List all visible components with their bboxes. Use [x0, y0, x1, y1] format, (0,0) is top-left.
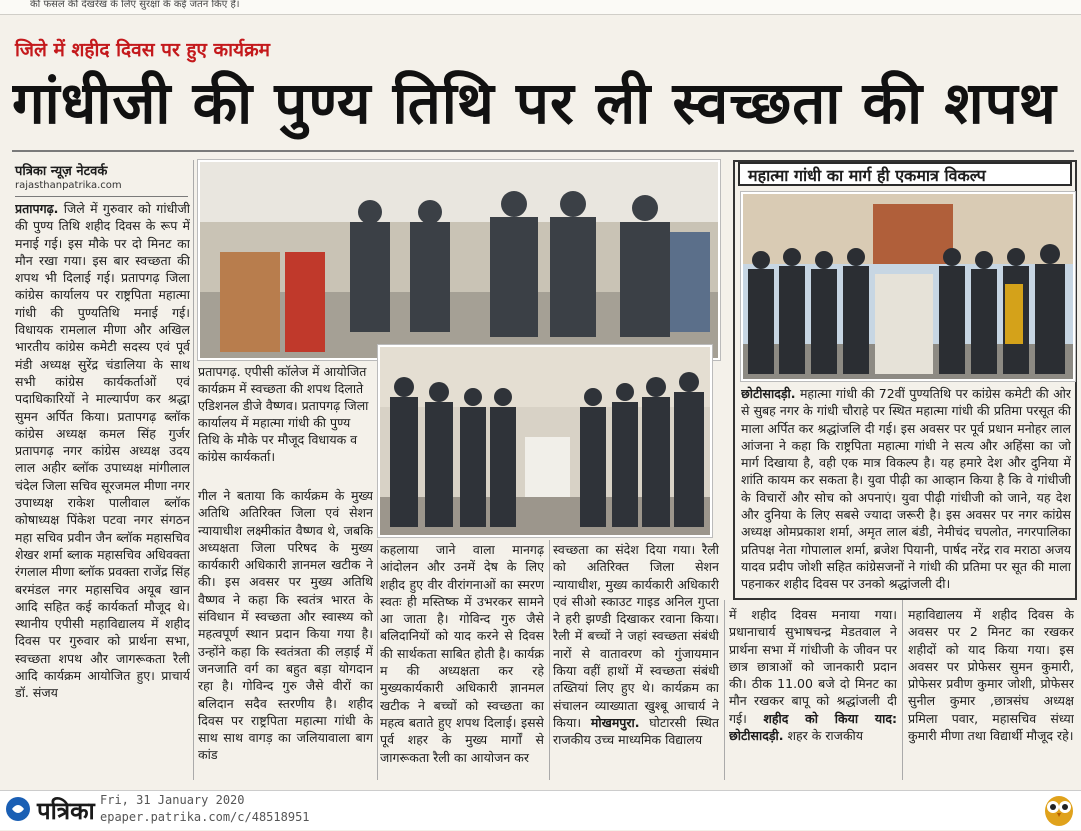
byline: पत्रिका न्यूज़ नेटवर्क [15, 164, 108, 179]
top-strip [0, 0, 1081, 15]
article-column-4 [553, 541, 719, 782]
article-text: महात्मा गांधी की 72वीं पुण्यतिथि पर कांग्रेस कमेटी की ओर से सुबह नगर के गांधी चौराहे पर स्थित महात्मा गांधी की प्रतिमा परसूत की माला अर्पित कर श्रद्धांजलि दी गई। इस अवसर पर पूर्व प्रधान मनोहर लाल आंजना ने कहा कि राष्ट्रपिता महात्मा गांधी ने सत्य और अहिंसा का जो मार्ग दिखाया है, वही एक मात्र विकल्प है। यह हमारे देश और दुनिया में शांति कायम कर सकता है। युवा पीढ़ी का आव्हान किया है कि वे गांधीजी के विचारों और सोच को अपनाएं। युवा पीढ़ी गांधीजी को जाने, यह देश और दुनिया के लिए सबसे ज्यादा जरूरी है। इस अवसर पर नगर कांग्रेस अध्यक्ष ओमप्रकाश शर्मा, अमृत लाल बंडी, नेमीचंद चपलोत, नगरपालिका प्रतिपक्ष नेता गोपालाल शर्मा, ब्रजेश पियानी, पार्षद नरेंद्र राव मराठा अजय यादव प्रदीप जोशी सहित कांग्रेसजनों ने गांधी की प्रतिमा पर सूत की माला पहनाकर शहीद दिवस पर उनको श्रद्धांजली दी। [741, 386, 1071, 592]
article-text: घोटारसी स्थित राजकीय उच्च माध्यमिक विद्यालय [553, 714, 719, 748]
dateline: छोटीसादड़ी. [741, 386, 796, 401]
sidebox-text [741, 385, 1071, 597]
dateline: प्रतापगढ़. [15, 201, 59, 216]
photo-oath-ceremony [198, 160, 720, 360]
sidebox-title: महात्मा गांधी का मार्ग ही एकमात्र विकल्प [738, 162, 1072, 186]
kicker: जिले में शहीद दिवस पर हुए कार्यक्रम [15, 39, 271, 61]
article-text: जिले में गुरुवार को गांधीजी की पुण्य तिथि शहीद दिवस के रूप में मनाई गई। इस मौके पर दो मिनट का मौन रखा गया। इस बार स्वच्छता की शपथ भी दिलाई गई। प्रतापगढ़ जिला कांग्रेस कार्यालय पर राष्ट्रपिता महात्मा गांधी की पुण्यतिथि मनाई गई। विधायक रामलाल मीणा और अखिल भारतीय कांग्रेस कमेटी सदस्य एवं पूर्व मंडी अध्यक्ष सुरेंद्र चंडालिया के साथ सभी कांग्रेस कार्यकर्ताओं एवं पदाधिकारियों ने माल्यार्पण कर श्रद्धा सुमन अर्पित किया। प्रतापगढ़ ब्लॉक कांग्रेस अध्यक्ष कमल सिंह गुर्जर प्रतापगढ़ नगर कांग्रेस अध्यक्ष उदय लाल अहीर ब्लॉक उपाध्यक्ष मांगीलाल चंदेल जिला सचिव सूरजमल मीणा नगर उपाध्यक्ष राकेश पालीवाल ब्लॉक कोषाध्यक्ष पिंकेश पटवा नगर संगठन महा सचिव प्रवीन जैन ब्लॉक महासचिव शेखर शर्मा ब्लाक महासचिव अधिवक्ता रंगलाल मीणा ब्लॉक प्रवक्ता राजेंद्र सिंह बरमंडल नगर महासचिव अयूब खान आदि सहित कई कार्यकर्ता मौजूद थे। स्थानीय एपीसी महाविद्यालय में शहीद दिवस पर गुरुवार को प्रार्थना सभा, स्वच्छता शपथ और जागरूकता रैली आदि कार्यक्रम आयोजित हुए। प्राचार्य डॉ. संजय [15, 201, 190, 701]
top-strip-text: की फसल की देखरेख के लिए सुरक्षा के कई जतन किए हैं। [30, 0, 240, 10]
photo-gandhi-statue [741, 192, 1075, 381]
article-column-3: कहलाया जाने वाला मानगढ़ आंदोलन और उनमें देष के लिए शहीद हुए वीर वीरांगनाओं का स्मरण स्वतः ही मस्तिष्क में उभरकर सामने आ जाता है। गोविन्द गुरु जैसे बलिदानियों को याद करने से दिवस की सार्थकता साबित होती है। कार्यक्र म की अध्यक्षता कर रहे मुख्यकार्यकारी अधिकारी ज्ञानमल खटीक ने बच्चों को स्वच्छता का महत्व बताते हुए शपथ दिलाई। इससे पूर्व शहर के मुख्य मार्गों से जागरूकता रैली का आयोजन कर [380, 542, 544, 765]
article-text: में शहीद दिवस मनाया गया। प्रधानाचार्य सुभाषचन्द्र मेडतवाल ने प्रार्थना सभा में गांधीजी के जीवन पर छात्र छात्राओं को जानकारी प्रदान की। ठीक 11.00 बजे दो मिनट का मौन रखकर बापू को श्रद्धांजली दी गई। [729, 607, 897, 726]
article-column-1 [15, 200, 190, 782]
photo-caption-1: प्रतापगढ़. एपीसी कॉलेज में आयोजित कार्यक्रम में स्वच्छता की शपथ दिलाते एडिशनल डीजे वैष्णव। प्रतापगढ़ जिला कार्यालय में महात्मा गांधी की पुण्य तिथि के मौके पर मौजूद विधायक व कांग्रेस कार्यकर्ता। [198, 364, 369, 464]
column-divider [549, 540, 550, 780]
article-text: शहर के राजकीय [783, 728, 864, 744]
patrika-logo-icon [6, 797, 30, 821]
headline-rule [12, 150, 1074, 152]
byline-rule [15, 196, 188, 197]
article-text: स्वच्छता का संदेश दिया गया। रैली को अतिरिक्त जिला सेशन न्यायाधीश, मुख्य कार्यकारी अधिकारी एवं सीओ स्काउट गाइड अनिल गुप्ता ने हरी झण्डी दिखाकर रवाना किया। रैली में बच्चों ने जहां स्वच्छता संबंधी नारों से वातावरण को गुंजायमान किया वहीं हाथों में स्वच्छता संबंधी तख्तियां लिए हुए थे। कार्यक्रम का संचालन व्याख्याता खुश्बू आचार्य ने किया। [553, 542, 719, 730]
site-link: rajasthanpatrika.com [15, 180, 122, 191]
dateline: छोटीसादड़ी. [729, 728, 784, 744]
dateline: मोखमपुरा. [590, 714, 640, 730]
article-column-5 [729, 606, 897, 782]
footer-date: Fri, 31 January 2020 [100, 793, 245, 807]
photo-congress-workers [378, 345, 712, 537]
headline: गांधीजी की पुण्य तिथि पर ली स्वच्छता की शपथ [12, 69, 1057, 137]
article-column-6: महाविद्यालय में शहीद दिवस के अवसर पर 2 मिनट का रखकर शहीदों को याद किया गया। इस अवसर पर प्रोफेसर सुमन कुमारी, प्रोफेसर प्रवीण कुमार जोशी, प्रोफेसर सुनील कुमार ,छात्रसंघ अध्यक्ष प्रमिला पवार, महासचिव संध्या कुमारी मीणा तथा विद्यार्थी मौजूद रहे। [908, 607, 1074, 744]
patrika-logo-text[interactable]: पत्रिका [37, 797, 95, 825]
article-column-2: गील ने बताया कि कार्यक्रम के मुख्य अतिथि अतिरिक्त जिला एवं सेशन न्यायाधीश लक्ष्मीकांत वैष्णव थे, जबकि अध्यक्षता जिला परिषद के मुख्य कार्यकारी अधिकारी ज्ञानमल खटीक ने की। इस अवसर पर मुख्य अतिथि वैष्णव ने कहा कि स्वतंत्र भारत के संविधान में स्वच्छता और स्वास्थ्य को महत्वपूर्ण स्थान प्रदान किया गया है। उन्होंने कहा कि स्वतंत्रता की लड़ाई में जनजाति वर्ग का बहुत बड़ा योगदान रहा है। गोविन्द गुरु जैसे वीरों का बलिदान सदैव स्तरणीय है। शहीद दिवस पर राष्ट्रपिता महात्मा गांधी के साथ साथ वागड़ का जलियावाला बाग कांड [198, 488, 373, 763]
footer-url[interactable]: epaper.patrika.com/c/48518951 [100, 810, 310, 824]
column-divider [193, 160, 194, 780]
column-divider [724, 600, 725, 780]
subhead: शहीद को किया याद: [763, 710, 897, 726]
owl-icon [1042, 791, 1076, 827]
column-divider [377, 540, 378, 780]
column-divider [902, 600, 903, 780]
